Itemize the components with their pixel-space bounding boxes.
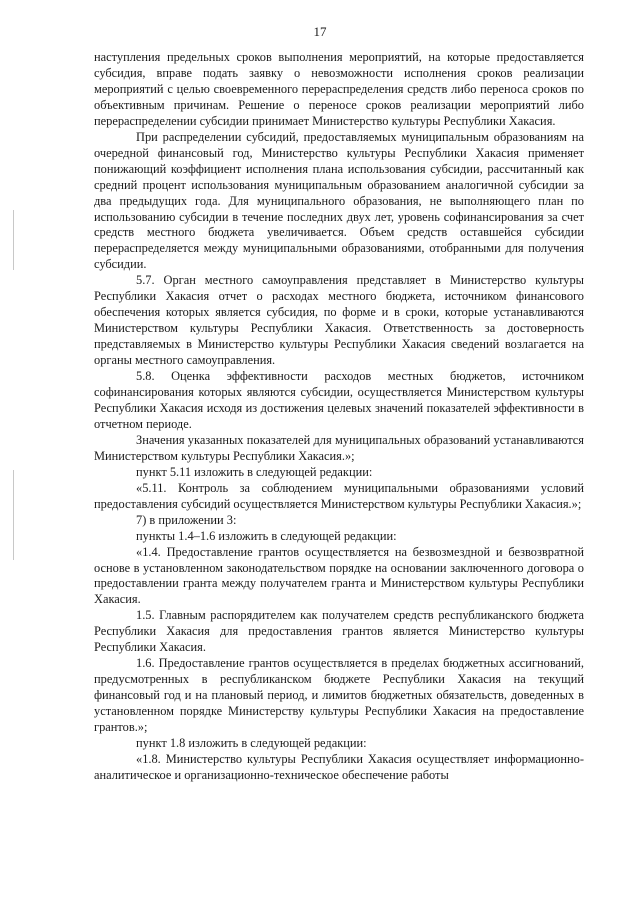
paragraph: пункт 5.11 изложить в следующей редакции: (136, 464, 373, 479)
document-body (94, 50, 584, 784)
page-number: 17 (313, 24, 327, 39)
paragraph: пункты 1.4–1.6 изложить в следующей редакции: (136, 528, 397, 543)
scan-edge-mark (13, 210, 14, 270)
paragraph: 1.5. Главным распорядителем как получателем средств республиканского бюджета Республики Хакасия для предоставления грантов является Министерство культуры Республики Хакасия. (94, 608, 584, 655)
paragraph: Значения указанных показателей для муниципальных образований устанавливаются Министерством культуры Республики Хакасия.»; (94, 432, 584, 463)
paragraph: При распределении субсидий, предоставляемых муниципальным образованиям на очередной финансовый год, Министерство культуры Республики Хакасия применяет понижающий коэффициент исполнения плана использования субсидии, рассчитанный как средний процент использования муниципальным образованием аналогичной субсидии за два предыдущих года. Для муниципального образования, не выполняющего план по использованию субсидии в течение последних двух лет, уровень софинансирования за счет средств местного бюджета увеличивается. Объем средств оставшейся субсидии перераспределяется между муниципальными образованиями, отобранными для получения субсидии. (94, 129, 584, 272)
paragraph: 7) в приложении 3: (136, 512, 237, 527)
paragraph: «1.4. Предоставление грантов осуществляется на безвозмездной и безвозвратной основе в установленном законодательством порядке на основании заключенного договора о предоставлении гранта между получателем гранта и Министерством культуры Республики Хакасия. (94, 544, 584, 607)
paragraph: 5.8. Оценка эффективности расходов местных бюджетов, источником софинансирования которых являются субсидии, осуществляется Министерством культуры Республики Хакасия исходя из достижения целевых значений показателей эффективности в отчетном периоде. (94, 369, 584, 431)
paragraph: «5.11. Контроль за соблюдением муниципальными образованиями условий предоставления субсидий осуществляется Министерством культуры Республики Хакасия.»; (94, 480, 584, 511)
paragraph: 1.6. Предоставление грантов осуществляется в пределах бюджетных ассигнований, предусмотренных в республиканском бюджете Республики Хакасия на текущий финансовый год и на плановый период, и лимитов бюджетных обязательств, доведенных в установленном порядке Министерству культуры Республики Хакасия на предоставление грантов.»; (94, 656, 584, 735)
paragraph: 5.7. Орган местного самоуправления представляет в Министерство культуры Республики Хакасия отчет о расходах местного бюджета, источником финансового обеспечения которых является субсидия, по форме и в сроки, которые устанавливаются Министерством культуры Республики Хакасия. Ответственность за достоверность представляемых в Министерство культуры Республики Хакасия сведений возлагается на органы местного самоуправления. (94, 273, 584, 368)
scan-edge-mark (13, 470, 14, 560)
paragraph: «1.8. Министерство культуры Республики Хакасия осуществляет информационно-аналитическое и организационно-техническое обеспечение работы (94, 751, 584, 782)
paragraph: пункт 1.8 изложить в следующей редакции: (136, 735, 367, 750)
paragraph: наступления предельных сроков выполнения мероприятий, на которые предоставляется субсидия, вправе подать заявку о невозможности исполнения сроков реализации мероприятий с целью своевременного перераспределения средств либо переноса сроков по объективным причинам. Решение о переносе сроков реализации мероприятий либо перераспределении субсидии принимает Министерство культуры Республики Хакасия. (94, 50, 584, 128)
